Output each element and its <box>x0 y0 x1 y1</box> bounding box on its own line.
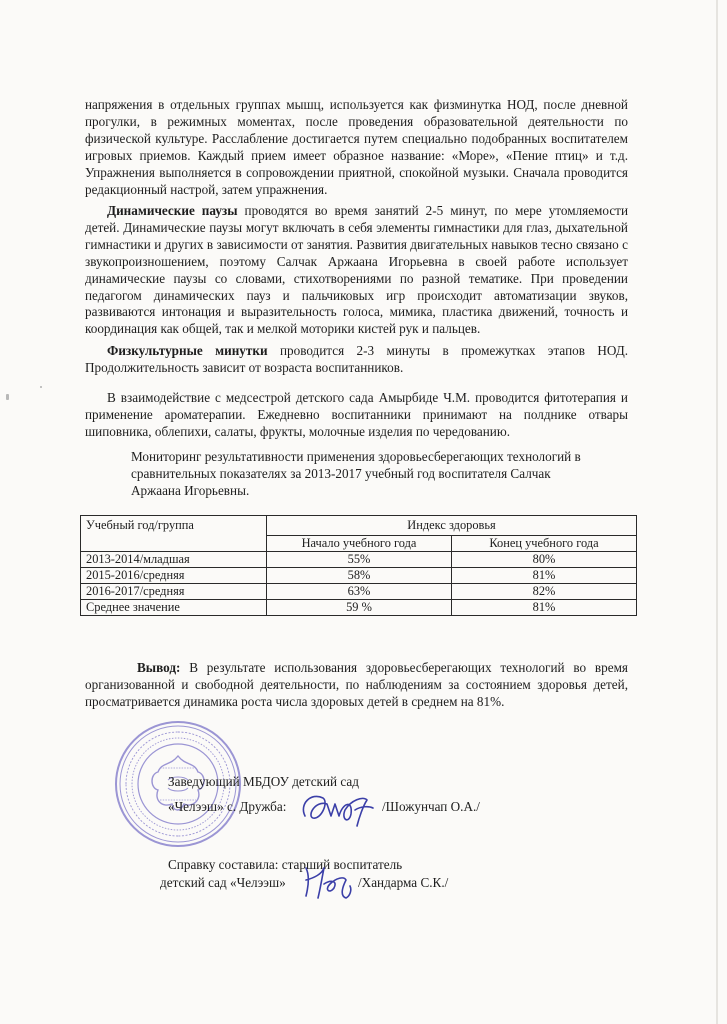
head-signature-icon <box>297 786 377 830</box>
paragraph-nurse-interaction: В взаимодействие с медсестрой детского сада Амырбиде Ч.М. проводится фитотерапия и применение ароматерапии. Ежедневно воспитанники принимают на полднике отвары шиповника, облепихи, салаты, фрукты, молочные изделия по чередованию. <box>85 390 628 439</box>
cell-year: 2016-2017/средняя <box>81 584 267 600</box>
cell-year: 2015-2016/средняя <box>81 568 267 584</box>
term-conclusion: Вывод: <box>137 660 181 675</box>
table-row <box>81 600 637 616</box>
monitoring-caption-line: Мониторинг результативности применения здоровьесберегающих технологий в <box>131 449 581 464</box>
paragraph-physical-minutes <box>85 343 628 377</box>
health-index-table <box>80 515 637 616</box>
cell-start: 58% <box>267 568 452 584</box>
cell-year: Среднее значение <box>81 600 267 616</box>
monitoring-caption-line: сравнительных показателях за 2013-2017 учебный год воспитателя Салчак <box>131 466 551 481</box>
cell-start: 55% <box>267 552 452 568</box>
scan-speck <box>6 394 9 400</box>
header-health-index: Индекс здоровья <box>267 516 637 536</box>
cell-end: 82% <box>452 584 637 600</box>
monitoring-caption <box>131 448 601 499</box>
table-row <box>81 584 637 600</box>
cell-end: 80% <box>452 552 637 568</box>
term-dynamic-pauses: Динамические паузы <box>107 203 238 218</box>
header-year-group: Учебный год/группа <box>81 516 267 552</box>
cell-start: 63% <box>267 584 452 600</box>
paragraph-dynamic-pauses-text: проводятся во время занятий 2-5 минут, по мере утомляемости детей. Динамические паузы могут включать в себя элементы гимнастики для глаз, дыхательной гимнастики и других в зависимости от занятия. Развития двигательных навыков тесно связано с звукопроизношением, поэтому Салчак Аржаана Игорьевна в своей работе использует динамические паузы со словами, стихотворениями по разной тематике. При проведении педагогом динамических пауз и пальчиковых игр происходит автоматизации звуков, развиваются интонация и выразительность голоса, мимика, пластика движений, точность и координация как общей, так и мелкой моторики кистей рук и пальцев. <box>85 203 629 337</box>
scan-speck <box>40 386 42 388</box>
cell-year: 2013-2014/младшая <box>81 552 267 568</box>
paragraph-conclusion <box>85 660 628 711</box>
monitoring-caption-line: Аржаана Игорьевны. <box>131 483 250 498</box>
header-end-of-year: Конец учебного года <box>452 536 637 552</box>
table-row <box>81 552 637 568</box>
paragraph-dynamic-pauses <box>85 203 628 338</box>
header-start-of-year: Начало учебного года <box>267 536 452 552</box>
scan-edge <box>716 0 718 1024</box>
table-row <box>81 568 637 584</box>
paragraph-conclusion-text: В результате использования здоровьесберегающих технологий во время организованной и свободной деятельности, по наблюдениям за состоянием здоровья детей, просматривается динамика роста числа здоровых детей в среднем на 81%. <box>85 660 628 709</box>
compiler-title-line2: детский сад «Челээш» <box>160 875 286 890</box>
compiler-signature-icon <box>300 862 356 902</box>
term-physical-minutes: Физкультурные минутки <box>107 343 268 358</box>
paragraph-physical-minutes-text: проводится 2-3 минуты в промежутках этапов НОД. Продолжительность зависит от возраста воспитанников. <box>85 343 629 375</box>
compiler-name: /Хандарма С.К./ <box>358 875 449 890</box>
head-title-line2: «Челээш» с. Дружба: <box>168 799 287 814</box>
cell-start: 59 % <box>267 600 452 616</box>
paragraph-relaxation: напряжения в отдельных группах мышц, используется как физминутка НОД, после дневной прогулки, в режимных моментах, после проведения образовательной деятельности по физической культуре. Расслабление достигается путем специально подобранных воспитателем игровых приемов. Каждый прием имеет образное название: «Море», «Пение птиц» и т.д. Упражнения выполняется в сопровождении приятной, спокойной музыки. Сначала проводится редакционный настрой, затем упражнения. <box>85 97 628 197</box>
head-title-line1: Заведующий МБДОУ детский сад <box>168 774 359 789</box>
cell-end: 81% <box>452 568 637 584</box>
cell-end: 81% <box>452 600 637 616</box>
compiler-title-line1: Справку составила: старший воспитатель <box>168 857 403 872</box>
head-name: /Шожунчап О.А./ <box>382 799 480 814</box>
